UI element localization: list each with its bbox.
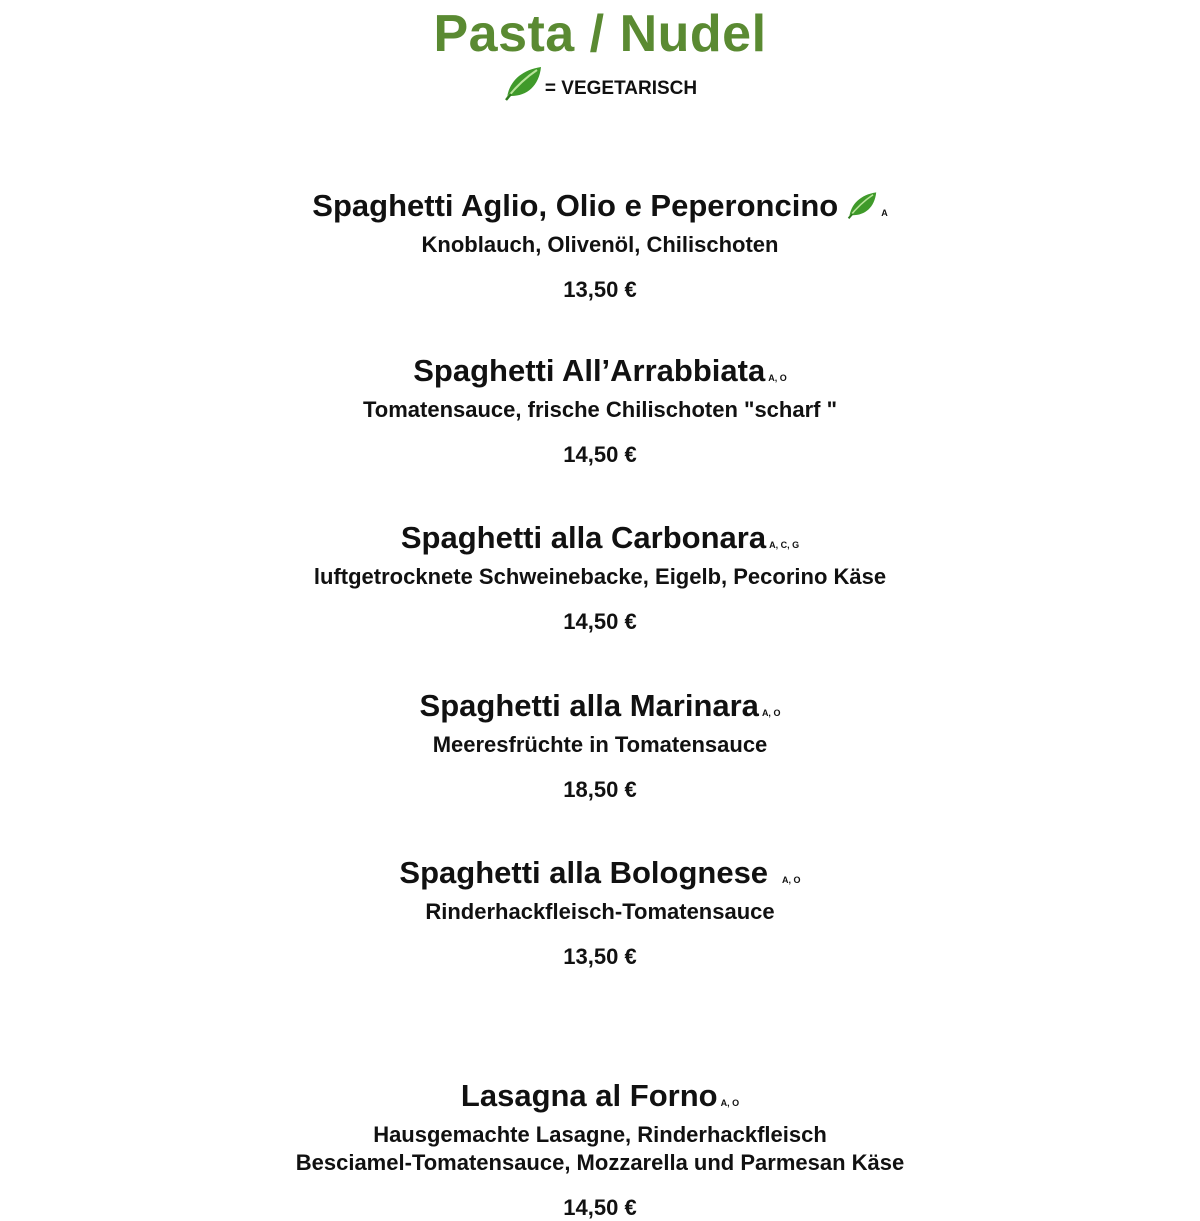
- item-description: Meeresfrüchte in Tomatensauce: [432, 732, 768, 757]
- allergen-codes: A: [881, 208, 888, 218]
- item-description: Tomatensauce, frische Chilischoten "scharf ": [362, 397, 838, 422]
- item-name: Spaghetti Aglio, Olio e Peperoncino: [312, 188, 839, 223]
- item-price: 13,50 €: [563, 277, 637, 302]
- item-name-row: [413, 353, 786, 396]
- item-description: Knoblauch, Olivenöl, Chilischoten: [421, 232, 779, 257]
- item-description: luftgetrocknete Schweinebacke, Eigelb, Pecorino Käse: [313, 564, 887, 589]
- allergen-codes: A, O: [782, 875, 801, 885]
- item-name: Spaghetti All’Arrabbiata: [413, 353, 766, 388]
- item-description: Besciamel-Tomatensauce, Mozzarella und Parmesan Käse: [295, 1150, 905, 1175]
- item-name-row: [312, 186, 887, 231]
- item-name-row: [399, 855, 800, 898]
- item-name-row: [420, 688, 781, 731]
- menu-item: [0, 520, 1200, 635]
- item-name: Spaghetti alla Carbonara: [400, 520, 767, 555]
- page-title: Pasta / Nudel: [433, 5, 767, 63]
- item-name: Spaghetti alla Marinara: [419, 688, 759, 723]
- vegetarian-legend: [0, 64, 1200, 102]
- item-name-row: [461, 1078, 739, 1121]
- allergen-codes: A, O: [720, 1098, 740, 1108]
- menu-item: [0, 688, 1200, 803]
- item-price: 14,50 €: [563, 609, 637, 634]
- item-name-row: [401, 520, 799, 563]
- item-name: Spaghetti alla Bolognese: [399, 855, 769, 890]
- item-name: Lasagna al Forno: [460, 1078, 718, 1113]
- leaf-icon: [503, 64, 543, 102]
- item-description: Rinderhackfleisch-Tomatensauce: [425, 899, 775, 924]
- item-price: 14,50 €: [563, 442, 637, 467]
- allergen-codes: A, O: [761, 708, 781, 718]
- allergen-codes: A, O: [768, 373, 787, 383]
- menu-item: [0, 855, 1200, 970]
- allergen-codes: A, C, G: [769, 540, 800, 550]
- menu-item: [0, 186, 1200, 303]
- item-description: Hausgemachte Lasagne, Rinderhackfleisch: [373, 1122, 827, 1147]
- leaf-icon: [846, 190, 878, 220]
- item-price: 18,50 €: [563, 777, 637, 802]
- item-price: 13,50 €: [563, 944, 637, 969]
- legend-text: = VEGETARISCH: [544, 78, 698, 99]
- menu-item: [0, 353, 1200, 468]
- item-price: 14,50 €: [563, 1195, 637, 1220]
